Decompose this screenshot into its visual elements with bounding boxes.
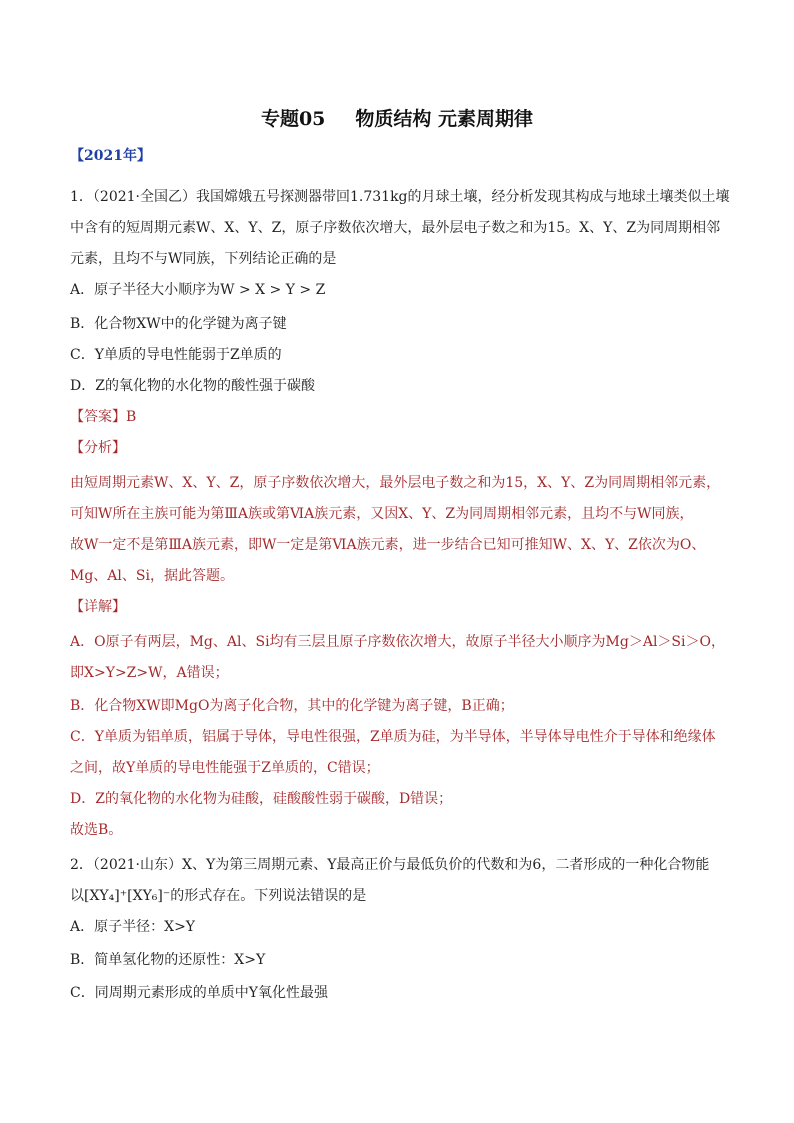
- title-topic-name: 物质结构 元素周期律: [355, 108, 534, 130]
- q1-option-c: C．Y单质的导电性能弱于Z单质的: [70, 347, 282, 363]
- q1-detail-line-4: C．Y单质为铝单质，铝属于导体，导电性很强，Z单质为硅，为半导体，半导体导电性介于导体和绝缘体: [70, 729, 716, 745]
- q2-option-c: C．同周期元素形成的单质中Y氧化性最强: [70, 985, 328, 1001]
- q1-analysis-line-3: 故W一定不是第ⅢA族元素，即W一定是第ⅥA族元素，进一步结合已知可推知W、X、Y、Z依次为O、: [70, 537, 706, 553]
- q2-option-b: B．简单氢化物的还原性：X>Y: [70, 952, 266, 968]
- q1-stem-line-1: 1．（2021·全国乙）我国嫦娥五号探测器带回1.731kg的月球土壤，经分析发现其构成与地球土壤类似土壤: [70, 189, 730, 205]
- page-title: [0, 104, 794, 131]
- year-tag: 【2021年】: [70, 148, 151, 164]
- q1-analysis-line-2: 可知W所在主族可能为第ⅢA族或第ⅥA族元素，又因X、Y、Z为同周期相邻元素，且均不与W同族，: [70, 506, 694, 522]
- q1-detail-line-1: A．O原子有两层，Mg、Al、Si均有三层且原子序数依次增大，故原子半径大小顺序为Mg＞Al＞Si＞O，: [70, 634, 725, 650]
- q2-stem-line-2: 以[XY₄]⁺[XY₆]⁻的形式存在。下列说法错误的是: [70, 888, 367, 904]
- q1-detail-line-6: D．Z的氧化物的水化物为硅酸，硅酸酸性弱于碳酸，D错误；: [70, 791, 453, 807]
- q2-stem-line-1: 2．（2021·山东）X、Y为第三周期元素、Y最高正价与最低负价的代数和为6，二者形成的一种化合物能: [70, 857, 710, 873]
- q1-option-d: D．Z的氧化物的水化物的酸性强于碳酸: [70, 378, 315, 394]
- title-topic-number: 专题05: [260, 108, 326, 130]
- q1-detail-line-5: 之间，故Y单质的导电性能强于Z单质的，C错误；: [70, 760, 380, 776]
- q1-option-a: A．原子半径大小顺序为W > X > Y > Z: [70, 282, 326, 298]
- q1-analysis-line-1: 由短周期元素W、X、Y、Z，原子序数依次增大，最外层电子数之和为15，X、Y、Z为同周期相邻元素，: [70, 475, 721, 491]
- q1-detail-heading: 【详解】: [70, 599, 126, 615]
- q1-analysis-line-4: Mg、Al、Si，据此答题。: [70, 568, 234, 584]
- q1-conclusion: 故选B。: [70, 822, 123, 838]
- q1-detail-line-3: B．化合物XW即MgO为离子化合物，其中的化学键为离子键，B正确；: [70, 698, 514, 714]
- q1-option-b: B．化合物XW中的化学键为离子键: [70, 316, 287, 332]
- q1-stem-line-3: 元素，且均不与W同族，下列结论正确的是: [70, 251, 337, 267]
- q1-detail-line-2: 即X>Y>Z>W，A错误；: [70, 665, 229, 681]
- q1-analysis-heading: 【分析】: [70, 440, 126, 456]
- q1-stem-line-2: 中含有的短周期元素W、X、Y、Z，原子序数依次增大，最外层电子数之和为15。X、Y、Z为同周期相邻: [70, 220, 721, 236]
- q2-option-a: A．原子半径：X>Y: [70, 919, 196, 935]
- q1-answer: 【答案】B: [70, 409, 137, 425]
